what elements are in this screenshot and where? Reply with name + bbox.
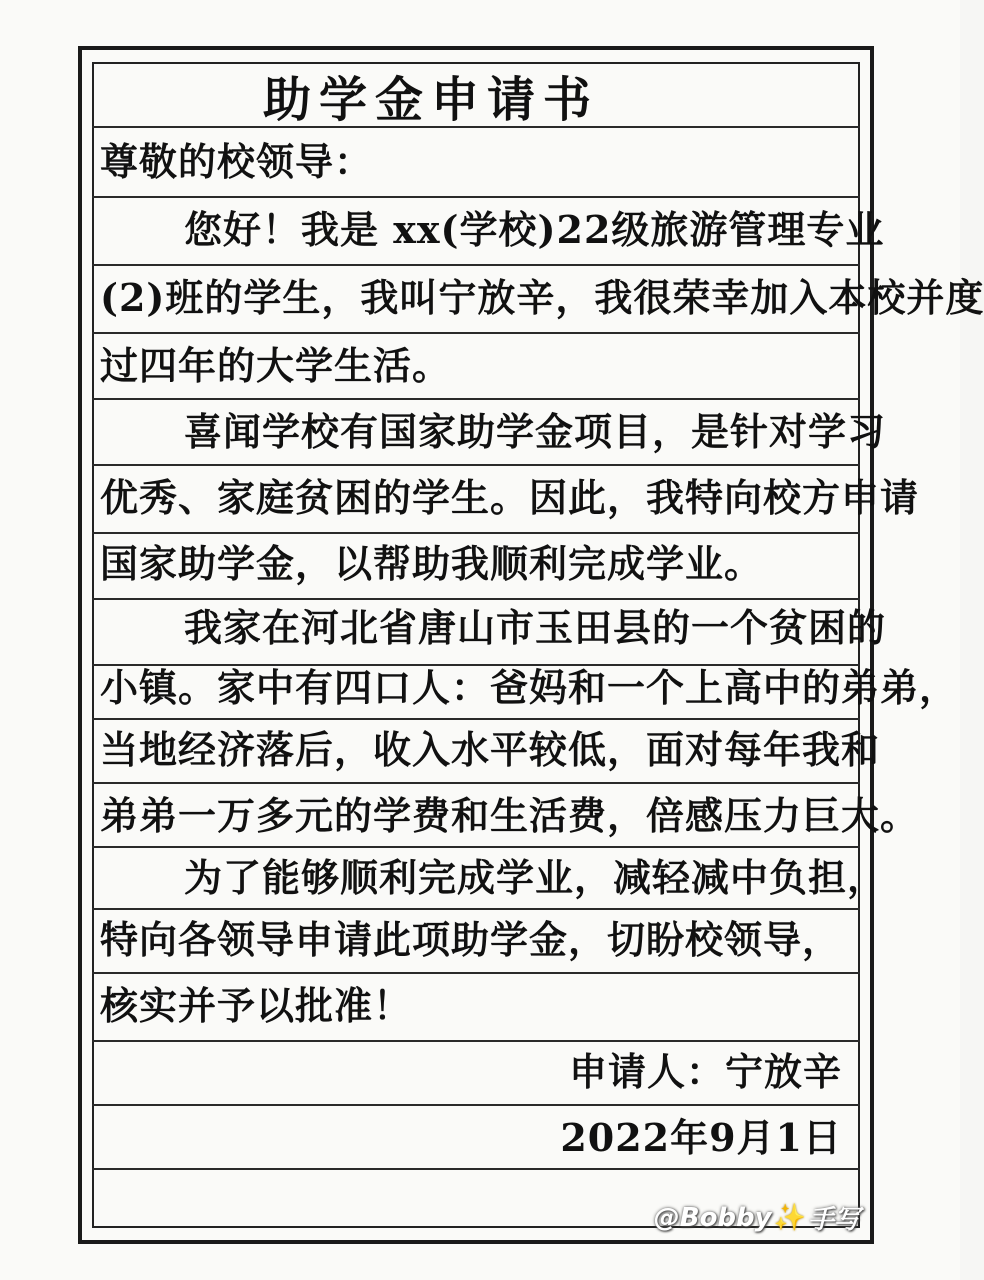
signature: 申请人：宁放辛	[568, 1049, 842, 1094]
ruled-line	[92, 1168, 860, 1170]
body-line: 特向各领导申请此项助学金，切盼校领导，	[100, 917, 842, 962]
body-line: 您好！我是 xx(学校)22级旅游管理专业	[184, 207, 885, 252]
body-line: 小镇。家中有四口人：爸妈和一个上高中的弟弟，	[100, 665, 959, 710]
ruled-line	[92, 782, 860, 784]
watermark-handle: @Bobby	[653, 1202, 772, 1233]
body-line: 弟弟一万多元的学费和生活费，倍感压力巨大。	[100, 793, 920, 838]
document-title: 助学金申请书	[262, 71, 599, 128]
watermark-suffix: 手写	[807, 1205, 860, 1235]
body-line: 当地经济落后，收入水平较低，面对每年我和	[100, 727, 881, 772]
body-line: 核实并予以批准！	[100, 983, 413, 1028]
salutation: 尊敬的校领导：	[100, 139, 374, 184]
body-line: (2)班的学生，我叫宁放辛，我很荣幸加入本校并度	[100, 275, 984, 320]
date: 2022年9月1日	[560, 1115, 842, 1160]
ruled-line	[92, 1104, 860, 1106]
body-line: 过四年的大学生活。	[100, 343, 452, 388]
watermark	[654, 1199, 860, 1236]
ruled-line	[92, 264, 860, 266]
ruled-line	[92, 972, 860, 974]
ruled-line	[92, 464, 860, 466]
body-line: 我家在河北省唐山市玉田县的一个贫困的	[184, 605, 887, 650]
ruled-line	[92, 196, 860, 198]
body-line: 喜闻学校有国家助学金项目，是针对学习	[184, 409, 887, 454]
ruled-line	[92, 398, 860, 400]
ruled-line	[92, 332, 860, 334]
body-line: 国家助学金，以帮助我顺利完成学业。	[100, 541, 764, 586]
sparkle-icon: ✨	[773, 1202, 806, 1233]
body-line: 优秀、家庭贫困的学生。因此，我特向校方申请	[100, 475, 920, 520]
body-line: 为了能够顺利完成学业，减轻减中负担，	[184, 855, 887, 900]
